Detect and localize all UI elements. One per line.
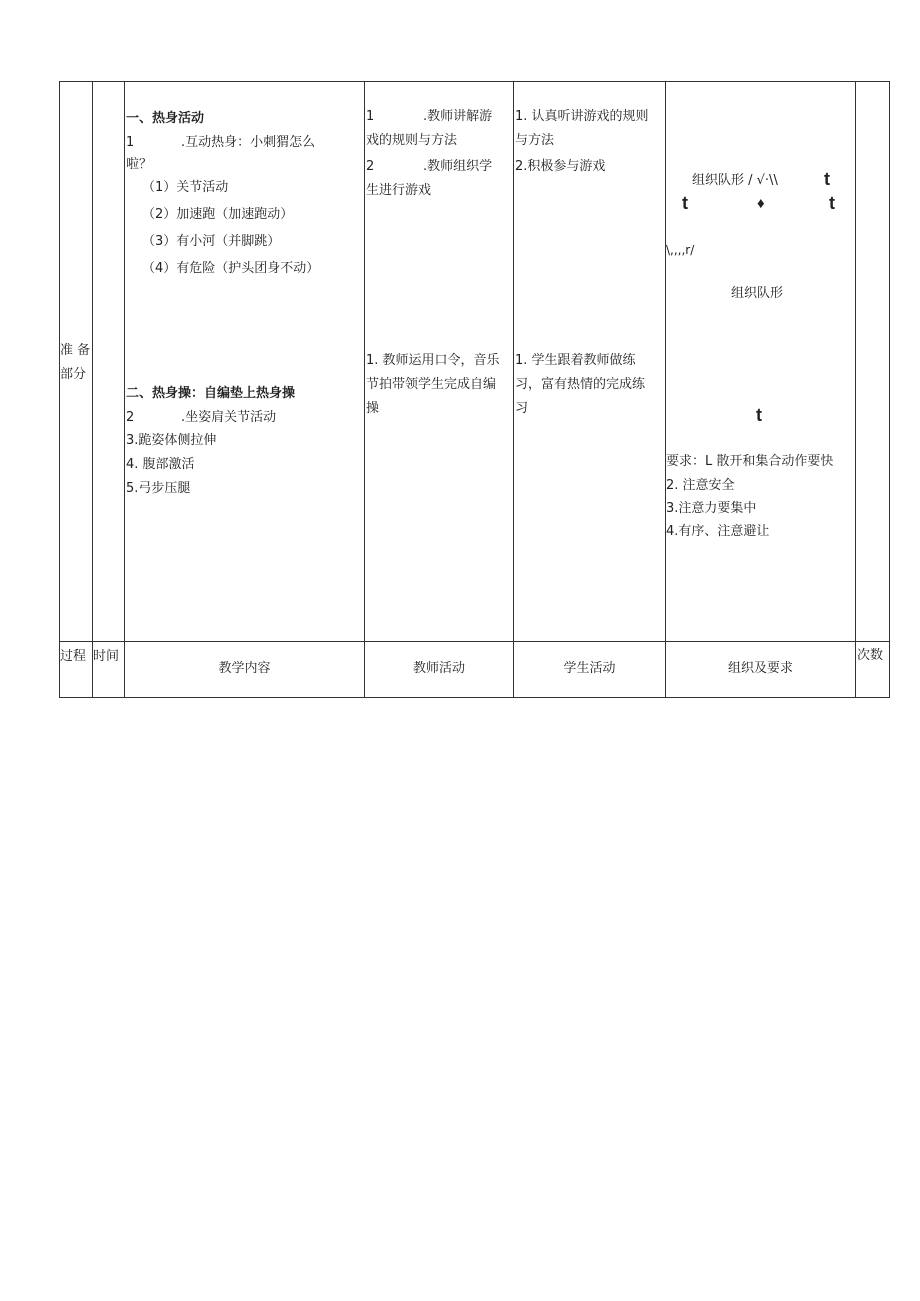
requirement: 2. 注意安全 (666, 478, 735, 493)
student-activity: 习，富有热情的完成练 (515, 377, 646, 392)
teacher-marker: ♦ (757, 195, 765, 212)
table-divider (855, 81, 856, 698)
student-marker: t (756, 405, 762, 425)
student-activity: 1. 认真听讲游戏的规则 (515, 109, 649, 124)
teacher-activity: 节拍带领学生完成自编 (366, 377, 497, 392)
header-time: 时间 (93, 649, 120, 664)
header-process: 过程 (60, 649, 87, 664)
lesson-plan-table (59, 81, 890, 698)
formation-label: 组织队形 (731, 286, 784, 301)
teacher-activity: 生进行游戏 (366, 183, 432, 198)
student-activity: 习 (515, 401, 529, 416)
student-marker: t (829, 193, 835, 213)
content-item: 啦？ (126, 157, 153, 172)
content-item: .坐姿肩关节活动 (181, 410, 277, 425)
section-label: 准 备 (60, 343, 91, 358)
table-divider (513, 81, 514, 698)
table-border-bottom (59, 697, 890, 698)
table-divider (665, 81, 666, 698)
table-border-top (59, 81, 890, 82)
header-teacher: 教师活动 (412, 661, 465, 676)
content-sub-item: （4）有危险（护头团身不动） (142, 261, 320, 276)
requirement: 4.有序、注意避让 (666, 524, 770, 539)
content-item: 3.跪姿体侧拉伸 (126, 433, 217, 448)
formation-label: 组织队形 / √·\\ (692, 173, 778, 188)
student-marker: t (824, 169, 830, 189)
table-divider (364, 81, 365, 698)
student-marker: t (682, 193, 688, 213)
content-sub-item: （1）关节活动 (142, 180, 229, 195)
header-count: 次数 (857, 648, 884, 663)
header-content: 教学内容 (218, 661, 271, 676)
teacher-activity-number: 2 (366, 159, 375, 174)
table-divider (124, 81, 125, 698)
content-item-number: 2 (126, 410, 135, 425)
content-item: 5.弓步压腿 (126, 481, 191, 496)
teacher-activity: 1. 教师运用口令，音乐 (366, 353, 500, 368)
content-heading: 二、热身操：自编垫上热身操 (126, 386, 296, 401)
content-item-number: 1 (126, 135, 135, 150)
student-activity: 1. 学生跟着教师做练 (515, 353, 636, 368)
table-divider (92, 81, 93, 698)
table-border-right (889, 81, 890, 698)
requirement: 3.注意力要集中 (666, 501, 757, 516)
section-label: 部分 (60, 367, 87, 382)
teacher-activity: .教师讲解游 (423, 109, 493, 124)
student-activity: 2.积极参与游戏 (515, 159, 606, 174)
table-border-left (59, 81, 60, 698)
header-organization: 组织及要求 (727, 661, 793, 676)
teacher-activity-number: 1 (366, 109, 375, 124)
content-sub-item: （2）加速跑（加速跑动） (142, 207, 294, 222)
content-sub-item: （3）有小河（并脚跳） (142, 234, 281, 249)
content-heading: 一、热身活动 (126, 111, 205, 126)
requirement: 要求：L 散开和集合动作要快 (666, 454, 834, 469)
formation-scribble: \,,,,r/ (666, 243, 695, 257)
student-activity: 与方法 (515, 133, 555, 148)
teacher-activity: 戏的规则与方法 (366, 133, 458, 148)
table-row-divider (59, 641, 890, 642)
content-item: .互动热身：小刺猬怎么 (181, 135, 316, 150)
teacher-activity: .教师组织学 (423, 159, 493, 174)
teacher-activity: 操 (366, 401, 380, 416)
content-item: 4. 腹部激活 (126, 457, 195, 472)
header-student: 学生活动 (563, 661, 616, 676)
